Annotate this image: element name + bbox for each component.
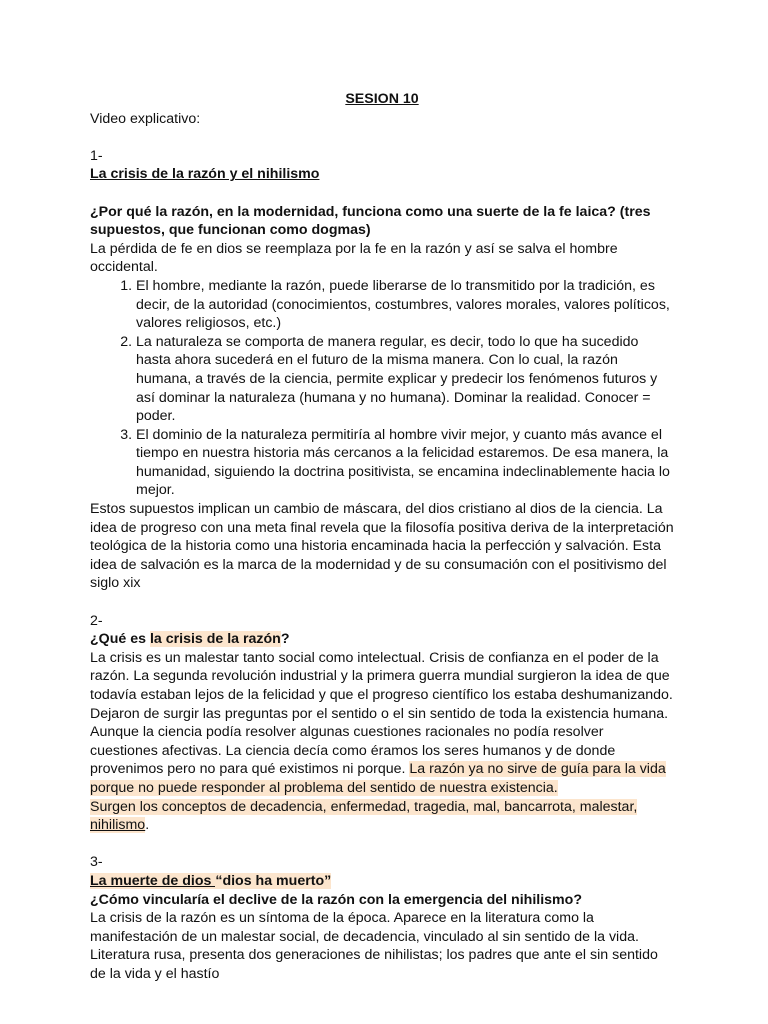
spacer xyxy=(90,593,674,612)
body-highlight: La razón ya no sirve de guía para la vida porque no puede responder al problema del sentido de nuestra existencia. xyxy=(90,761,666,796)
section-2-number: 2- xyxy=(90,612,103,629)
spacer xyxy=(90,128,674,147)
concepts-end: . xyxy=(145,817,150,834)
section-3-heading xyxy=(90,872,674,891)
concepts-last: nihilismo xyxy=(90,817,146,834)
document-content xyxy=(90,90,674,984)
heading-quote: “dios ha muerto” xyxy=(215,872,332,889)
spacer xyxy=(90,184,674,203)
section-1-heading: La crisis de la razón y el nihilismo xyxy=(90,166,320,183)
spacer xyxy=(90,835,674,854)
heading-underlined: La muerte de dios xyxy=(90,872,216,889)
section-1-closing: Estos supuestos implican un cambio de máscara, del dios cristiano al dios de la ciencia. La idea de progreso con una meta final revela que la filosofía positiva deriva de la interpretación teológica de la historia como una historia encaminada hacia la perfección y salvación. Esta idea de salvación es la marca de la modernidad y de su consumación con el positivismo del siglo xix xyxy=(90,501,674,592)
assumptions-list xyxy=(90,277,674,500)
section-3-question: ¿Cómo vincularía el declive de la razón con la emergencia del nihilismo? xyxy=(90,891,582,908)
section-2-question xyxy=(90,630,674,649)
video-label: Video explicativo: xyxy=(90,110,201,127)
section-1-intro: La pérdida de fe en dios se reemplaza por la fe en la razón y así se salva el hombre occidental. xyxy=(90,240,618,276)
section-3-body: La crisis de la razón es un síntoma de la época. Aparece en la literatura como la manifestación de un malestar social, de decadencia, vinculado al sin sentido de la vida. Literatura rusa, presenta dos generaciones de nihilistas; los padres que ante el sin sentido de la vida y el hastío xyxy=(90,910,658,982)
section-2-body xyxy=(90,649,674,798)
section-3-number: 3- xyxy=(90,854,103,871)
question-highlight: la crisis de la razón xyxy=(149,631,281,648)
section-1-number: 1- xyxy=(90,147,103,164)
page-title: SESION 10 xyxy=(345,91,419,107)
list-item: 2. La naturaleza se comporta de manera regular, es decir, todo lo que ha sucedido hasta ahora sucederá en el futuro de la misma manera. Con lo cual, la razón humana, a través de la ciencia, permite explicar y predecir los fenómenos futuros y así dominar la naturaleza (humana y no humana). Dominar la realidad. Conocer = poder. xyxy=(136,333,674,426)
body-text: La crisis es un malestar tanto social como intelectual. Crisis de confianza en el poder de la razón. La segunda revolución industrial y la primera guerra mundial surgieron la idea de que todavía estaban lejos de la felicidad y que el progreso científico los estaba deshumanizando. Dejaron de surgir las preguntas por el sentido o el sin sentido de toda la existencia humana. Aunque la ciencia podía resolver algunas cuestiones racionales no podía resolver cuestiones afectivas. La ciencia decía como éramos los seres humanos y de donde provenimos pero no para qué existimos ni porque. xyxy=(90,649,673,778)
question-suffix: ? xyxy=(280,631,290,648)
question-prefix: ¿Qué es xyxy=(90,631,150,648)
section-2-concepts xyxy=(90,798,674,835)
list-item: 1. El hombre, mediante la razón, puede liberarse de lo transmitido por la tradición, es decir, de la autoridad (conocimientos, costumbres, valores morales, valores políticos, valores religiosos, etc.) xyxy=(136,277,674,333)
concepts-highlight: Surgen los conceptos de decadencia, enfermedad, tragedia, mal, bancarrota, malestar, xyxy=(90,798,638,815)
section-1-question: ¿Por qué la razón, en la modernidad, funciona como una suerte de la fe laica? (tres supuestos, que funcionan como dogmas) xyxy=(90,203,651,239)
list-item: 3. El dominio de la naturaleza permitiría al hombre vivir mejor, y cuanto más avance el tiempo en nuestra historia más cercanos a la felicidad estaremos. De esa manera, la humanidad, siguiendo la doctrina positivista, se encamina indeclinablemente hacia lo mejor. xyxy=(136,426,674,500)
